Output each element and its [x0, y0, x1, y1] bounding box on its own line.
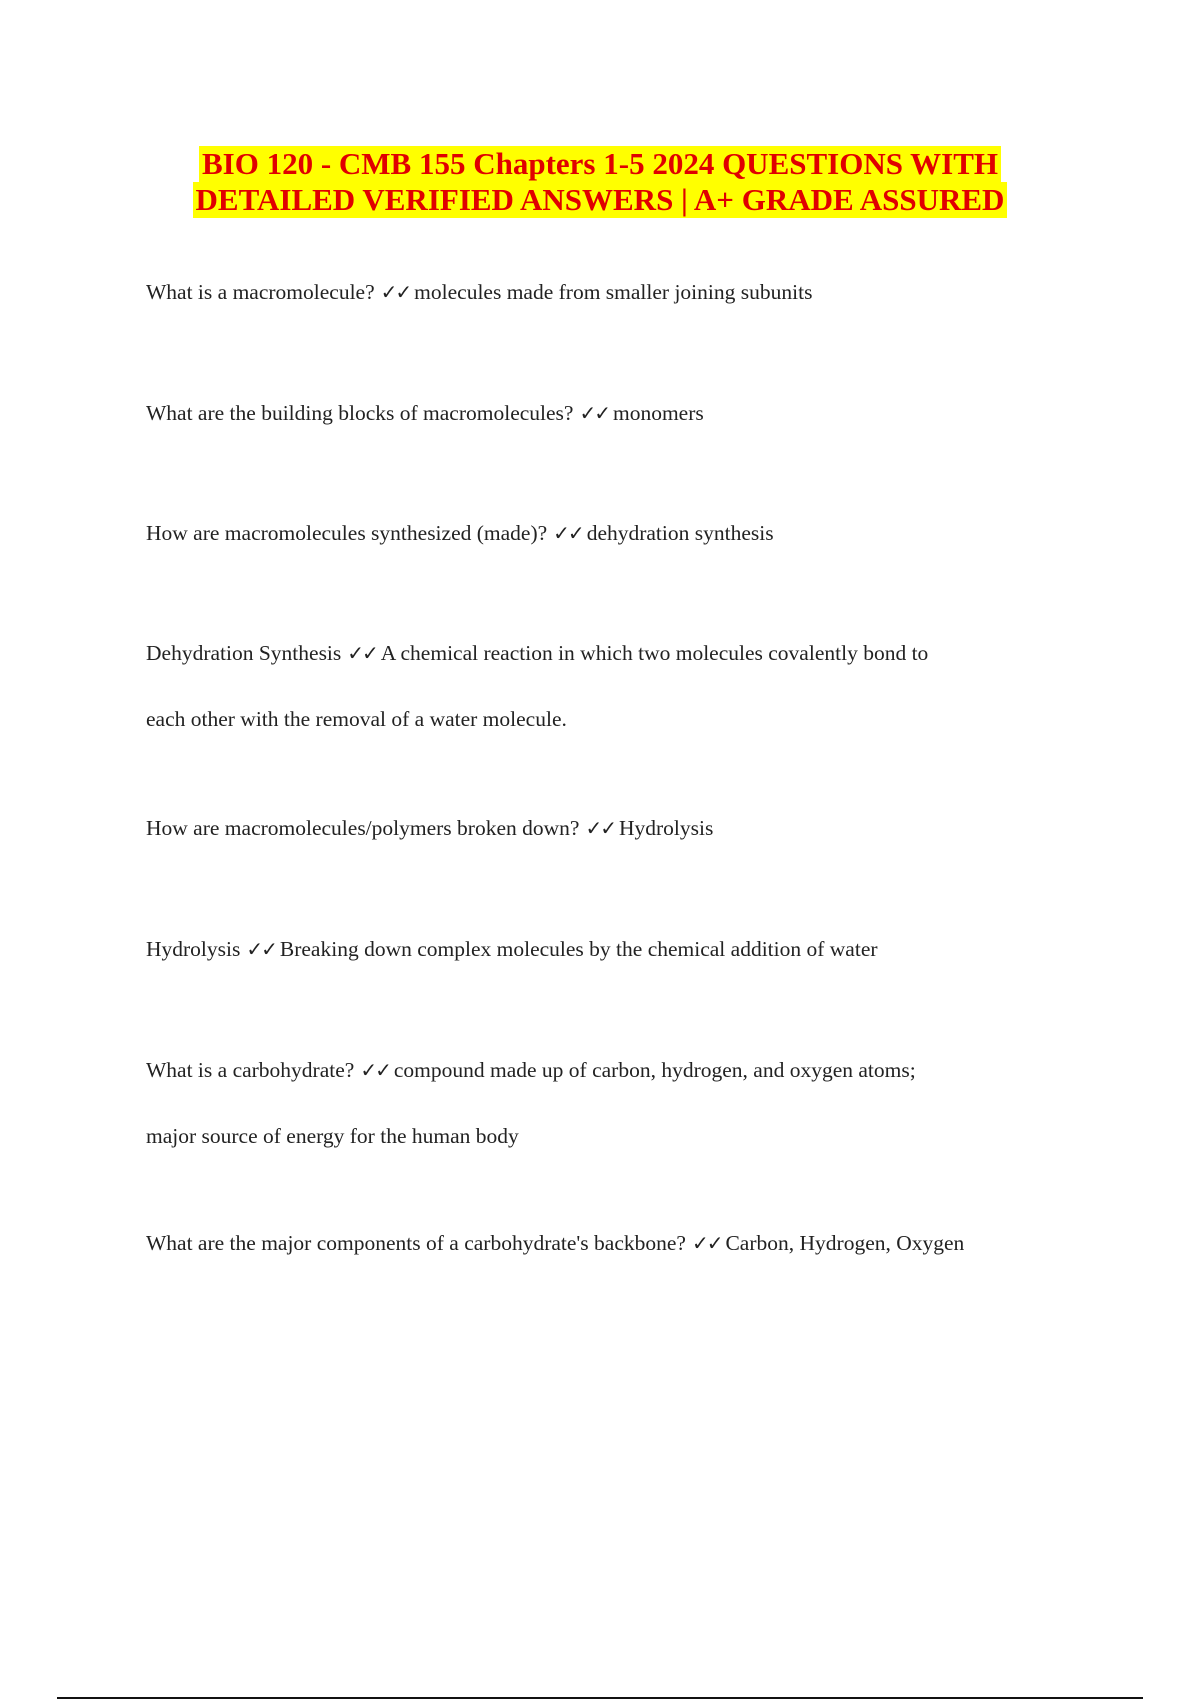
check-icon: ✓✓	[360, 1058, 390, 1082]
check-icon: ✓✓	[579, 401, 609, 425]
qa-item-8	[146, 1210, 1086, 1276]
document-title	[0, 146, 1200, 218]
question-text: What is a macromolecule?	[146, 280, 375, 304]
qa-item-4	[146, 620, 1086, 752]
qa-item-3	[146, 500, 1086, 566]
question-text: Dehydration Synthesis	[146, 641, 342, 665]
footer-divider	[57, 1697, 1143, 1699]
check-icon: ✓✓	[246, 937, 276, 961]
title-line-2: DETAILED VERIFIED ANSWERS | A+ GRADE ASSURED	[193, 182, 1008, 218]
qa-item-7	[146, 1037, 1086, 1169]
answer-text: monomers	[612, 401, 704, 425]
question-text: What are the building blocks of macromolecules?	[146, 401, 574, 425]
check-icon: ✓✓	[553, 521, 583, 545]
answer-continuation: major source of energy for the human body	[146, 1124, 519, 1148]
answer-text: Hydrolysis	[618, 816, 714, 840]
answer-text: compound made up of carbon, hydrogen, and oxygen atoms;	[393, 1058, 916, 1082]
check-icon: ✓✓	[347, 641, 377, 665]
qa-item-6	[146, 916, 1086, 982]
qa-item-5	[146, 795, 1086, 861]
question-text: What is a carbohydrate?	[146, 1058, 355, 1082]
title-line-1: BIO 120 - CMB 155 Chapters 1-5 2024 QUESTIONS WITH	[199, 146, 1001, 182]
qa-item-2	[146, 380, 1086, 446]
answer-text: dehydration synthesis	[586, 521, 774, 545]
answer-text: Carbon, Hydrogen, Oxygen	[725, 1231, 965, 1255]
check-icon: ✓✓	[380, 280, 411, 304]
check-icon: ✓✓	[691, 1231, 722, 1255]
question-text: How are macromolecules/polymers broken down?	[146, 816, 580, 840]
qa-item-1	[146, 259, 1086, 325]
answer-text: A chemical reaction in which two molecules covalently bond to	[380, 641, 929, 665]
check-icon: ✓✓	[585, 816, 615, 840]
answer-continuation: each other with the removal of a water molecule.	[146, 707, 567, 731]
answer-text: molecules made from smaller joining subunits	[414, 280, 813, 304]
question-text: What are the major components of a carbohydrate's backbone?	[146, 1231, 686, 1255]
answer-text: Breaking down complex molecules by the chemical addition of water	[279, 937, 878, 961]
question-text: How are macromolecules synthesized (made)?	[146, 521, 548, 545]
question-text: Hydrolysis	[146, 937, 241, 961]
